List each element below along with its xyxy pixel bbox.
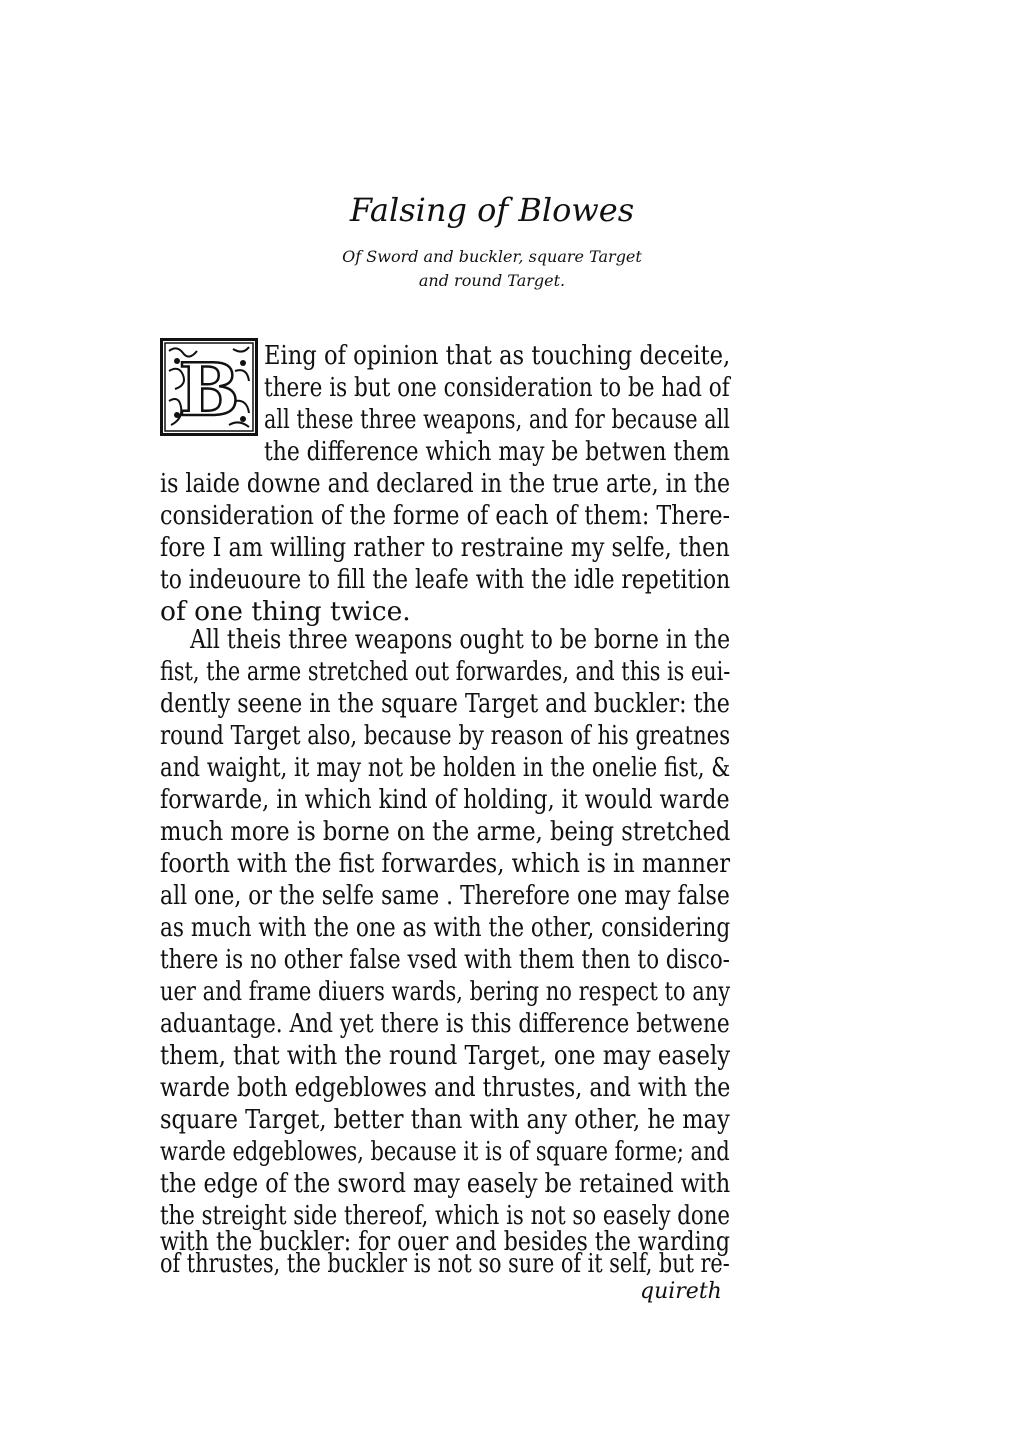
text-line: All theis three weapons ought to be borne in the: [190, 624, 731, 655]
text-line: Eing of opinion that as touching deceite,: [264, 340, 731, 371]
text-line: is laide downe and declared in the true arte, in the: [160, 468, 731, 499]
text-line: them, that with the round Target, one may easely: [160, 1040, 731, 1071]
text-line: warde edgeblowes, because it is of square forme; and: [160, 1136, 730, 1167]
text-line: consideration of the forme of each of them: There-: [160, 500, 731, 531]
text-line: fist, the arme stretched out forwardes, and this is eui-: [160, 656, 731, 687]
text-line: all these three weapons, and for because all: [264, 404, 730, 435]
text-line: of thrustes, the buckler is not so sure of it self, but re-: [160, 1248, 730, 1279]
text-line: foorth with the fist forwardes, which is in manner: [160, 848, 731, 879]
subtitle-line-2: and round Target.: [418, 271, 566, 290]
text-line: the difference which may be betwen them: [264, 436, 730, 467]
text-line: of one thing twice.: [160, 596, 411, 627]
catchword: quireth: [640, 1279, 722, 1304]
text-line: round Target also, because by reason of his greatnes: [160, 720, 731, 751]
text-line: the edge of the sword may easely be retained with: [160, 1168, 731, 1199]
text-line: much more is borne on the arme, being stretched: [160, 816, 731, 847]
text-line: warde both edgeblowes and thrustes, and with the: [160, 1072, 731, 1103]
text-line: fore I am willing rather to restraine my selfe, then: [160, 532, 730, 563]
text-line: as much with the one as with the other, considering: [160, 912, 731, 943]
text-line: there is but one consideration to be had of: [264, 372, 730, 403]
text-line: dently seene in the square Target and buckler: the: [160, 688, 730, 719]
text-line: the streight side thereof, which is not so easely done: [160, 1200, 730, 1231]
text-line: all one, or the selfe same . Therefore one may false: [160, 880, 730, 911]
subtitle-line-1: Of Sword and buckler, square Target: [342, 247, 642, 266]
text-line: to indeuoure to fill the leafe with the idle repetition: [160, 564, 731, 595]
text-line: uer and frame diuers wards, bering no respect to any: [160, 976, 731, 1007]
text-line: and waight, it may not be holden in the onelie fist, &: [160, 752, 731, 783]
text-line: square Target, better than with any other, he may: [160, 1104, 730, 1135]
decorated-initial: [160, 338, 258, 436]
page-title: Falsing of Blowes: [349, 191, 635, 229]
text-line: aduantage. And yet there is this difference betwene: [160, 1008, 730, 1039]
ornament-icon: [163, 341, 255, 433]
text-line: there is no other false vsed with them then to disco-: [160, 944, 730, 975]
initial-letter: B: [178, 347, 240, 432]
text-line: with the buckler: for ouer and besides the warding: [160, 1226, 730, 1257]
text-line: forwarde, in which kind of holding, it would warde: [160, 784, 730, 815]
